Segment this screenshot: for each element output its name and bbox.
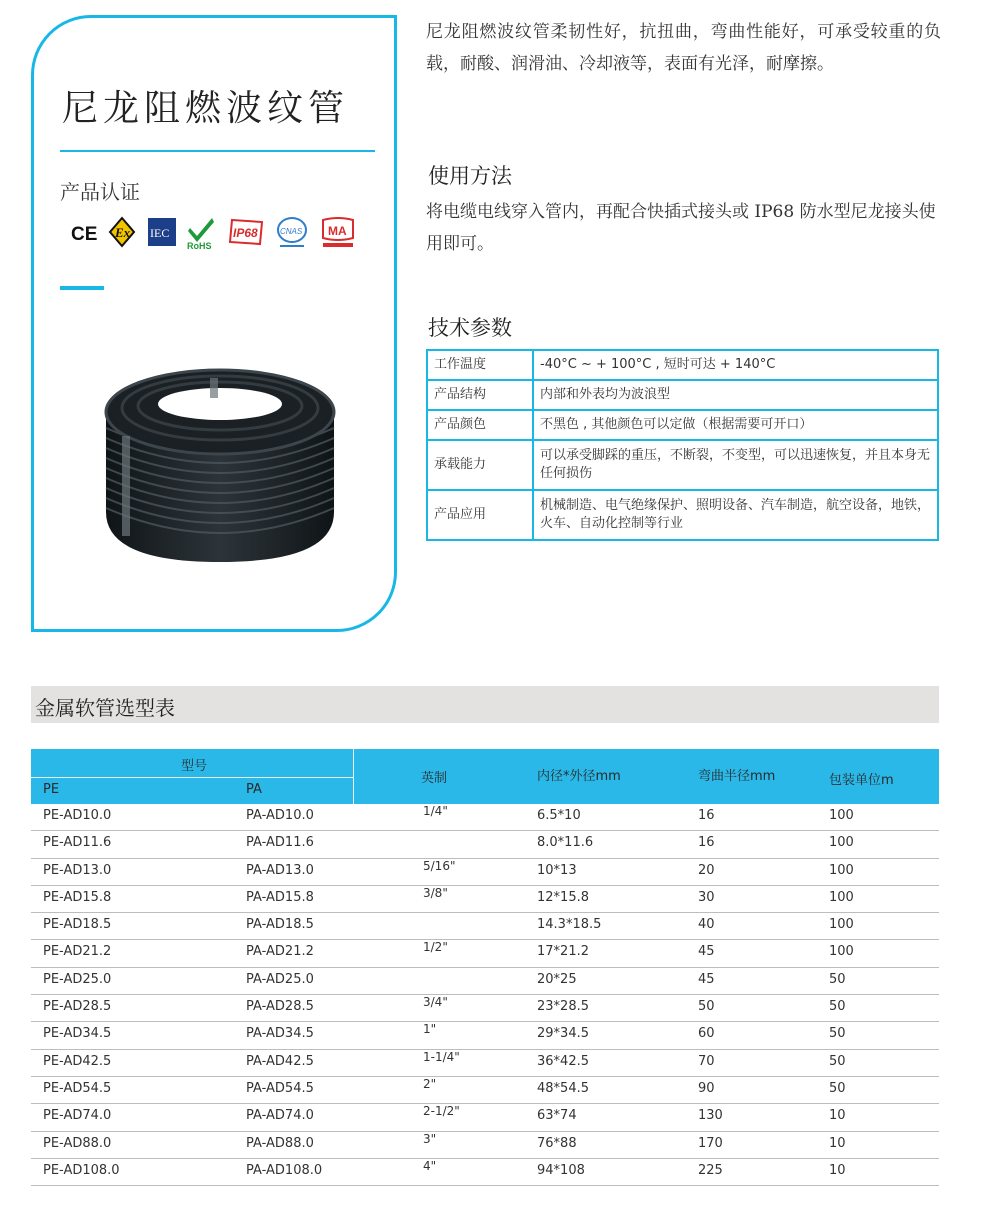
cell-pe: PE-AD42.5	[43, 1053, 112, 1069]
cell-pa: PA-AD42.5	[246, 1053, 314, 1069]
cell-inch: 5/16"	[423, 858, 456, 873]
certification-label: 产品认证	[60, 180, 140, 204]
cell-pe: PE-AD15.8	[43, 889, 112, 905]
cell-pa: PA-AD21.2	[246, 944, 314, 960]
cell-bend: 70	[698, 1053, 715, 1069]
cell-pa: PA-AD34.5	[246, 1026, 314, 1042]
cell-dims: 48*54.5	[537, 1080, 589, 1096]
table-row	[31, 831, 939, 858]
cnas-text: CNAS	[280, 227, 303, 236]
cell-dims: 14.3*18.5	[537, 917, 602, 933]
spec-value: 内部和外表均为波浪型	[533, 380, 938, 410]
cell-bend: 30	[698, 889, 715, 905]
spec-value: -40°C ~ + 100°C , 短时可达 + 140°C	[533, 350, 938, 380]
header-pack: 包装单位m	[829, 773, 894, 788]
usage-text: 将电缆电线穿入管内，再配合快插式接头或 IP68 防水型尼龙接头使用即可。	[426, 202, 936, 254]
usage-heading: 使用方法	[428, 164, 512, 188]
cell-dims: 76*88	[537, 1135, 577, 1151]
cell-pe: PE-AD21.2	[43, 944, 112, 960]
spec-value: 不黑色 , 其他颜色可以定做（根据需要可开口）	[533, 410, 938, 440]
cell-pack: 100	[829, 944, 854, 960]
spec-key: 产品结构	[427, 380, 533, 410]
table-row	[31, 1132, 939, 1159]
header-pa: PA	[246, 782, 262, 797]
table-row	[31, 1159, 939, 1186]
ce-text: CE	[71, 224, 98, 245]
cell-dims: 29*34.5	[537, 1026, 589, 1042]
cell-inch: 2"	[423, 1076, 437, 1091]
cell-pe: PE-AD54.5	[43, 1080, 112, 1096]
cell-inch: 1/2"	[423, 940, 448, 955]
cell-pack: 100	[829, 808, 854, 823]
iec-text: IEC	[150, 226, 170, 240]
spec-table	[426, 349, 939, 541]
cell-pa: PA-AD88.0	[246, 1135, 314, 1151]
table-row	[31, 804, 939, 831]
table-row	[31, 859, 939, 886]
cell-pack: 100	[829, 889, 854, 905]
cell-pa: PA-AD15.8	[246, 889, 314, 905]
table-row	[31, 886, 939, 913]
cell-pa: PA-AD54.5	[246, 1080, 314, 1096]
cell-bend: 60	[698, 1026, 715, 1042]
cell-pa: PA-AD18.5	[246, 917, 314, 933]
cell-bend: 16	[698, 835, 715, 851]
spec-key: 工作温度	[427, 350, 533, 380]
cell-bend: 170	[698, 1135, 723, 1151]
cell-bend: 20	[698, 862, 715, 878]
cell-dims: 6.5*10	[537, 808, 581, 823]
spec-row	[427, 350, 938, 380]
accent-bar	[60, 286, 104, 290]
cell-pa: PA-AD13.0	[246, 862, 314, 878]
cell-pe: PE-AD108.0	[43, 1162, 120, 1178]
cell-pe: PE-AD10.0	[43, 808, 112, 823]
cell-inch: 3"	[423, 1131, 437, 1146]
header-dims: 内径*外径mm	[537, 769, 621, 784]
cell-dims: 94*108	[537, 1162, 585, 1178]
spec-value: 可以承受脚踩的重压，不断裂，不变型，可以迅速恢复，并且本身无任何损伤	[533, 440, 938, 490]
cell-bend: 90	[698, 1080, 715, 1096]
selection-table-body	[31, 804, 939, 1186]
cell-pack: 50	[829, 1080, 846, 1096]
cell-pe: PE-AD74.0	[43, 1108, 112, 1124]
selection-title: 金属软管选型表	[35, 696, 175, 720]
cell-inch: 1-1/4"	[423, 1049, 460, 1064]
certification-icons	[70, 214, 370, 254]
title-divider	[60, 150, 375, 152]
ex-text: Ex	[115, 225, 131, 240]
cell-pa: PA-AD11.6	[246, 835, 314, 851]
cell-bend: 130	[698, 1108, 723, 1124]
cell-bend: 40	[698, 917, 715, 933]
spec-key: 产品应用	[427, 490, 533, 540]
cell-bend: 45	[698, 944, 715, 960]
cma-text: MA	[328, 224, 347, 238]
cell-pa: PA-AD25.0	[246, 971, 314, 987]
spec-row	[427, 410, 938, 440]
ex-mark-icon	[106, 214, 138, 250]
spec-value: 机械制造、电气绝缘保护、照明设备、汽车制造，航空设备，地铁，火车、自动化控制等行业	[533, 490, 938, 540]
cell-pack: 50	[829, 999, 846, 1015]
cell-inch: 3/4"	[423, 995, 448, 1010]
cell-pa: PA-AD108.0	[246, 1162, 323, 1178]
cell-dims: 17*21.2	[537, 944, 589, 960]
header-divider	[31, 777, 353, 778]
product-title: 尼龙阻燃波纹管	[62, 88, 350, 129]
table-row	[31, 1104, 939, 1131]
spec-row	[427, 380, 938, 410]
cell-pe: PE-AD28.5	[43, 999, 112, 1015]
product-image	[102, 366, 338, 564]
ip68-text: IP68	[233, 226, 258, 240]
table-row	[31, 1022, 939, 1049]
cell-inch: 3/8"	[423, 885, 448, 900]
table-row	[31, 1050, 939, 1077]
cell-pa: PA-AD28.5	[246, 999, 314, 1015]
cell-pe: PE-AD25.0	[43, 971, 112, 987]
selection-section-bar	[31, 686, 939, 723]
spec-key: 承载能力	[427, 440, 533, 490]
cell-inch: 1/4"	[423, 804, 448, 818]
header-pe: PE	[43, 782, 60, 797]
header-inch: 英制	[421, 771, 448, 786]
spec-row	[427, 490, 938, 540]
ce-mark-icon	[70, 214, 100, 250]
cell-pack: 100	[829, 917, 854, 933]
product-card	[31, 15, 397, 632]
cell-dims: 8.0*11.6	[537, 835, 594, 851]
table-row	[31, 940, 939, 967]
ip68-icon	[226, 214, 266, 250]
cell-pack: 10	[829, 1162, 846, 1178]
cell-pack: 10	[829, 1108, 846, 1124]
cell-dims: 12*15.8	[537, 889, 589, 905]
cell-inch: 4"	[423, 1158, 437, 1173]
header-model: 型号	[181, 759, 208, 774]
header-bend: 弯曲半径mm	[698, 769, 776, 784]
cell-dims: 36*42.5	[537, 1053, 589, 1069]
rohs-text: RoHS	[187, 241, 212, 250]
specs-heading: 技术参数	[428, 316, 512, 340]
cell-pack: 50	[829, 1026, 846, 1042]
selection-table-header	[31, 749, 939, 804]
iec-icon	[146, 214, 178, 250]
table-row	[31, 968, 939, 995]
cell-pack: 100	[829, 835, 854, 851]
cell-dims: 63*74	[537, 1108, 577, 1124]
cell-pa: PA-AD74.0	[246, 1108, 314, 1124]
table-row	[31, 1077, 939, 1104]
spec-row	[427, 440, 938, 490]
cell-pack: 10	[829, 1135, 846, 1151]
cell-pe: PE-AD88.0	[43, 1135, 112, 1151]
cell-dims: 23*28.5	[537, 999, 589, 1015]
table-row	[31, 913, 939, 940]
cell-bend: 16	[698, 808, 715, 823]
table-row	[31, 995, 939, 1022]
cell-pe: PE-AD11.6	[43, 835, 112, 851]
cell-pe: PE-AD18.5	[43, 917, 112, 933]
header-divider	[353, 749, 354, 804]
cell-inch: 1"	[423, 1022, 437, 1037]
cell-pack: 100	[829, 862, 854, 878]
cell-dims: 10*13	[537, 862, 577, 878]
rohs-icon	[184, 214, 218, 250]
cell-pack: 50	[829, 971, 846, 987]
cma-icon	[318, 214, 358, 250]
cell-bend: 225	[698, 1162, 723, 1178]
cnas-icon	[274, 214, 310, 250]
cell-inch: 2-1/2"	[423, 1104, 460, 1119]
product-description: 尼龙阻燃波纹管柔韧性好，抗扭曲，弯曲性能好，可承受较重的负载，耐酸、润滑油、冷却液等，表面有光泽，耐摩擦。	[426, 22, 941, 74]
cell-pe: PE-AD34.5	[43, 1026, 112, 1042]
cell-pa: PA-AD10.0	[246, 808, 314, 823]
cell-bend: 50	[698, 999, 715, 1015]
cell-pe: PE-AD13.0	[43, 862, 112, 878]
cell-dims: 20*25	[537, 971, 577, 987]
cell-bend: 45	[698, 971, 715, 987]
spec-key: 产品颜色	[427, 410, 533, 440]
cell-pack: 50	[829, 1053, 846, 1069]
